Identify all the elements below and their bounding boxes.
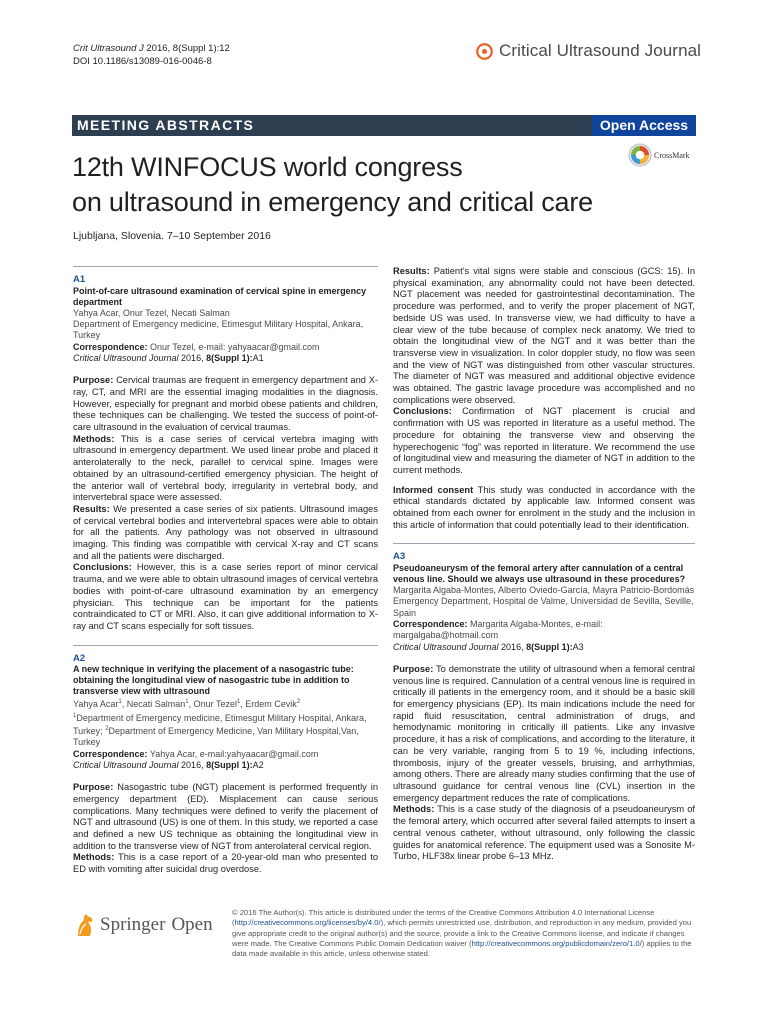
license-text (232, 908, 698, 959)
abstract-citation (73, 353, 378, 364)
citation-volume: 2016, 8(Suppl 1):12 (143, 43, 230, 54)
conclusions-label: Conclusions: (393, 406, 452, 417)
abstract-title: Pseudoaneurysm of the femoral artery after cannulation of a central venous line. Should we always use ultrasound in these procedures? (393, 563, 686, 585)
affiliation-2: Department of Emergency Medicine, Van Military Hospital,Van, Turkey (73, 725, 359, 748)
section-label: MEETING ABSTRACTS (77, 117, 255, 133)
abstract-affiliation: Emergency Department, Hospital de Valme, Universidad de Sevilla, Seville, Spain (393, 596, 694, 618)
cite-journal: Critical Ultrasound Journal (73, 352, 179, 363)
abstract-methods (393, 804, 695, 863)
abstract-citation (73, 760, 378, 771)
cite-journal: Critical Ultrasound Journal (73, 759, 179, 770)
conclusions-text: Confirmation of NGT placement is crucial and confirmation with US was reported in literature as a useful method. The procedure for obtaining the transverse view and observing the hyperechogenic “fog” was reported in literature. We recommend the use of longitudinal view and measuring the diameter of NGT in addition to the current methods. (393, 406, 695, 475)
open-access-badge: Open Access (592, 115, 696, 136)
conference-location: Ljubljana, Slovenia. 7–10 September 2016 (73, 230, 271, 242)
cite-article: A2 (252, 759, 264, 770)
section-banner (72, 115, 696, 136)
aff-sup: 1 (73, 712, 77, 719)
consent-label: Informed consent (393, 484, 474, 495)
cite-year: 2016, (178, 352, 207, 363)
author-name: , Erdem Cevik (240, 699, 297, 710)
conclusions-label: Conclusions: (73, 562, 132, 573)
cite-year: 2016, (178, 759, 207, 770)
correspondence-label: Correspondence: (393, 619, 468, 630)
title-line-2: on ultrasound in emergency and critical care (72, 187, 593, 217)
open-text: Open (171, 914, 213, 935)
purpose-text: Cervical traumas are frequent in emergency department and X-ray, CT, and MRI are the essential imaging modalities in the diagnosis. However, especially for pregnant and morbid obese patients and children, these techniques can be challenging. We tested the success of point-of-care ultrasound in the evaluation of cervical traumas. (73, 375, 378, 432)
methods-label: Methods: (393, 804, 435, 815)
cite-volume: 8(Suppl 1): (526, 641, 573, 652)
publicdomain-link[interactable]: http://creativecommons.org/publicdomain/zero/1.0/ (471, 938, 642, 948)
purpose-label: Purpose: (393, 663, 434, 674)
cite-volume: 8(Suppl 1): (206, 352, 253, 363)
author-name: , Necati Salman (121, 699, 186, 710)
purpose-label: Purpose: (73, 375, 114, 386)
methods-text: This is a case series of cervical vertebra imaging with ultrasound in emergency department. We used linear probe and placed it anterolaterally to the neck, parallel to cervical spine. Images were obtained by an ultrasound-certified emergency physician. The height of the anterior wall of vertebral body, irregularity in vertebral body, and intervertebral space were assessed. (73, 433, 378, 503)
abstract-authors: Margarita Algaba-Montes, Alberto Oviedo-García, Mayra Patricio-Bordomás (393, 585, 695, 596)
cite-article: A1 (252, 352, 264, 363)
results-label: Results: (73, 503, 110, 514)
journal-logo (476, 41, 701, 61)
journal-spark-icon (476, 43, 493, 60)
correspondence-label: Correspondence: (73, 748, 148, 759)
author-sup: 1 (118, 699, 122, 706)
methods-text: This is a case study of the diagnosis of a pseudoaneurysm of the femoral artery, which occurred after several failed attempts to insert a central venous catheter, without ultrasound, only following the classic guides for anatomical reference. The equipment used was a Sonosite M-Turbo, HLF38x linear probe 6–13 MHz. (393, 804, 695, 862)
abstract-id: A2 (73, 652, 86, 664)
crossmark-icon (628, 143, 652, 167)
abstract-results (393, 266, 695, 406)
journal-name: Critical Ultrasound Journal (499, 41, 702, 60)
license-part: ) applies to the data made available in this article, unless otherwise stated. (232, 938, 692, 959)
author-sup: 1 (185, 699, 189, 706)
abstract-affiliation (73, 711, 378, 749)
divider (393, 543, 695, 544)
abstract-title: A new technique in verifying the placement of a nasogastric tube: obtaining the longitudinal view of nasogastric tube in addition to transverse view with ultrasound (73, 664, 354, 697)
abstract-correspondence (393, 619, 695, 642)
cite-volume: 8(Suppl 1): (206, 759, 253, 770)
abstract-authors: Yahya Acar, Onur Tezel, Necati Salman (73, 307, 230, 318)
springer-horse-icon (74, 912, 96, 938)
cite-year: 2016, (498, 641, 527, 652)
abstract-id: A3 (393, 551, 406, 563)
abstract-title: Point-of-care ultrasound examination of cervical spine in emergency department (73, 285, 367, 307)
title-line-1: 12th WINFOCUS world congress (72, 152, 463, 182)
conclusions-text: However, this is a case series report of minor cervical trauma, and we were able to obtain ultrasound images of cervical vertebra bodies with point-of-care ultrasound examination by an emergency physician. This technique can be important for the patients contraindicated to CT or MRI. Also, it can give additional information to X-ray and CT scans especially for soft tissues. (73, 562, 378, 631)
license-part: © 2016 The Author(s). This article is distributed under the terms of the Creative Commons Attribution 4.0 International License ( (232, 908, 655, 928)
abstract-id: A1 (73, 274, 86, 285)
purpose-text: Nasogastric tube (NGT) placement is performed frequently in emergency department (ED). Misplacement can cause serious complications. Many techniques were defined to verify the placement of NGT and ultrasound (US) is one of them. In this study, we reported a case and defined a new US technique as obtaining the longitudinal view in addition to the transverse view of NGT from anterolateral cervical region. (73, 782, 378, 851)
abstract-purpose (73, 782, 378, 852)
abstract-conclusions (393, 406, 695, 476)
abstract-purpose (393, 664, 695, 804)
springer-text: Springer (100, 914, 166, 935)
paper-title (72, 150, 593, 220)
methods-label: Methods: (73, 433, 115, 444)
journal-abbrev: Crit Ultrasound J (73, 43, 144, 54)
abstract-results (73, 504, 378, 563)
divider (73, 645, 378, 646)
cite-article: A3 (572, 641, 584, 652)
cite-journal: Critical Ultrasound Journal (393, 641, 499, 652)
abstract-methods (73, 434, 378, 504)
abstract-purpose (73, 375, 378, 434)
divider (73, 266, 378, 267)
correspondence-text: Yahya Acar, e-mail:yahyaacar@gmail.com (147, 748, 319, 759)
affiliation-1: Department of Emergency medicine, Etimesgut Military Hospital, Ankara, Turkey; (73, 712, 367, 736)
left-column (73, 266, 378, 876)
abstract-methods (73, 852, 378, 875)
abstract-citation (393, 642, 695, 653)
correspondence-text: Onur Tezel, e-mail: yahyaacar@gmail.com (147, 341, 320, 352)
crossmark-button[interactable] (628, 143, 690, 167)
consent-text: This study was conducted in accordance with the ethical standards dictated by applicable law. Informed consent was obtained from each owner for enrolment in the study and the inclusion in this article of information that could potentially lead to their identification. (393, 484, 695, 530)
right-column (393, 266, 695, 863)
abstract-conclusions (73, 562, 378, 632)
aff-sup: 2 (105, 725, 109, 732)
purpose-text: To demonstrate the utility of ultrasound when a femoral central venous line is required. Cannulation of a central venous line is required in critically ill patients in the emergency room, and it should be a basic skill for emergency physicians (EP). Its main indications include the need for rapid fluid resuscitation, central administration of drugs, and hemodynamic monitoring in critically ill patients. Like any invasive procedure, it has a risk of complications, and according to the literature, it can be very variable, ranging from 5 to 19 %, including infections, thrombosis, injury of the greater vessels, bruising, and arrhythmias, among others. There are already many studies confirming that the use of ultrasound guidance for central venous line (CVL) insertion in the emergency department reduces the rate of complications. (393, 663, 695, 803)
springer-open-logo (74, 912, 213, 938)
purpose-label: Purpose: (73, 782, 114, 793)
abstract-correspondence (73, 342, 378, 353)
methods-text: This is a case report of a 20-year-old man who presented to ED with vomiting after suicidal drug overdose. (73, 852, 378, 875)
abstract-correspondence (73, 749, 378, 760)
license-part: ), which permits unrestricted use, distribution, and reproduction in any medium, provided you give appropriate credit to the original author(s) and the source, provide a link to the Creative Commons license, and indicate if changes were made. The Creative Commons Public Domain Dedication waiver ( (232, 918, 692, 948)
author-sup: 2 (296, 699, 301, 706)
abstract-authors (73, 697, 378, 710)
abstract-consent (393, 485, 695, 532)
license-link[interactable]: http://creativecommons.org/licenses/by/4.0/ (234, 918, 381, 928)
results-text: We presented a case series of six patients. Ultrasound images of cervical vertebral bodies and intervertebral spaces were able to obtain for all the patients. Any pathology was not observed in ultrasound imaging. This finding was compatible with cervical X-ray and CT scans and all the patients were discharged. (73, 503, 378, 561)
results-label: Results: (393, 266, 430, 276)
doi: DOI 10.1186/s13089-016-0046-8 (73, 56, 212, 67)
correspondence-label: Correspondence: (73, 341, 148, 352)
author-name: , Onur Tezel (188, 699, 237, 710)
citation-header (73, 42, 230, 68)
results-text: Patient’s vital signs were stable and conscious (GCS: 15). In physical examination, any abnormality could not have been detected. NGT placement was needed for gastrointestinal decontamination. The procedure was performed, and to verify the proper placement of NGT, bedside US was used. In transverse view, we had difficulty to have a clear view of the tube because of complex neck anatomy. We tried to obtain the longitudinal view of the NGT and it was better than the transverse view in visualization. In color doppler study, no flow was seen and the view of NGT was distinguished from other vascular structures. The diameter of NGT was measured and additional objective evidence was obtained. The gastric lavage procedure was accomplished and no complications were observed. (393, 266, 695, 405)
correspondence-text: Margarita Algaba-Montes, e-mail: margalgaba@hotmail.com (393, 619, 603, 641)
author-name: Yahya Acar (73, 699, 119, 710)
crossmark-label: CrossMark (654, 150, 690, 160)
methods-label: Methods: (73, 852, 115, 863)
abstract-affiliation: Department of Emergency medicine, Etimesgut Military Hospital, Ankara, Turkey (73, 319, 364, 341)
author-sup: 1 (236, 699, 241, 706)
